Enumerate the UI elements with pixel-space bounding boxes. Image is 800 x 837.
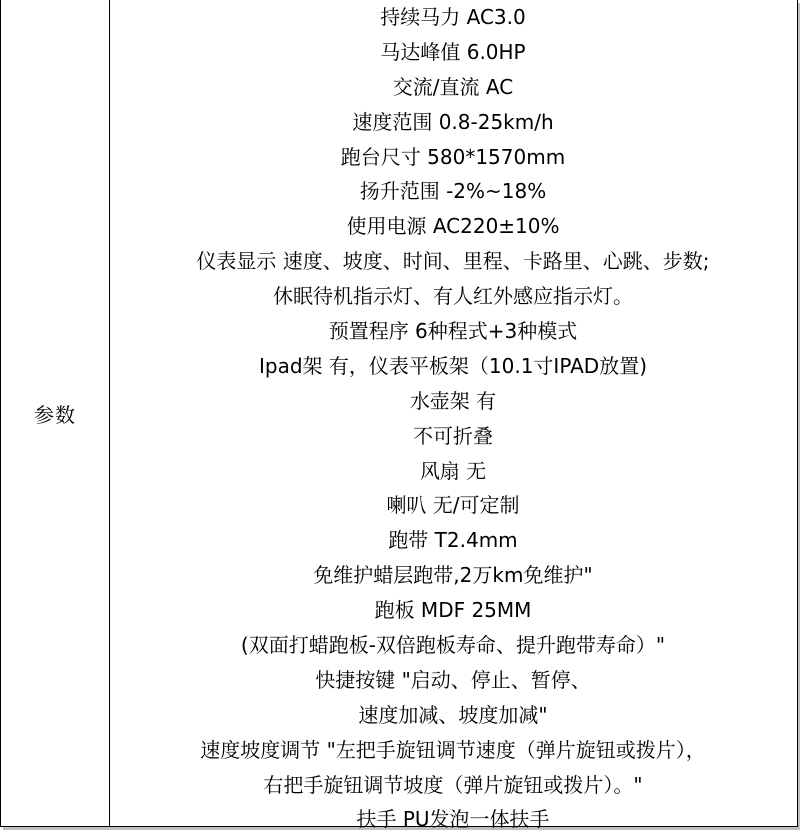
spec-lines (110, 0, 796, 837)
spec-line: 喇叭 无/可定制 (386, 493, 520, 518)
spec-line: 不可折叠 (413, 423, 493, 448)
spec-line: 速度范围 0.8-25km/h (352, 109, 554, 134)
spec-line: 使用电源 AC220±10% (346, 214, 560, 239)
spec-line: 水壶架 有 (409, 388, 497, 413)
spec-line: 预置程序 6种程式+3种模式 (328, 319, 578, 344)
label-cell (1, 0, 109, 826)
spec-line: 扬升范围 -2%~18% (359, 179, 547, 204)
spec-line: 仪表显示 速度、坡度、时间、里程、卡路里、心跳、步数; (196, 249, 710, 274)
spec-line: 快捷按键 "启动、停止、暂停、 (315, 667, 591, 692)
spec-line: 跑板 MDF 25MM (374, 598, 532, 623)
spec-line: 免维护蜡层跑带,2万km免维护" (313, 563, 593, 588)
row-label: 参数 (34, 402, 76, 427)
spec-line: 持续马力 AC3.0 (380, 5, 526, 29)
spec-line: 跑带 T2.4mm (388, 528, 518, 553)
spec-line: 右把手旋钮调节坡度（弹片旋钮或拨片）。" (263, 772, 643, 797)
spec-line: 扶手 PU发泡一体扶手 (356, 807, 550, 832)
value-cell (110, 0, 796, 832)
spec-line: 速度坡度调节 "左把手旋钮调节速度（弹片旋钮或拨片）， (200, 737, 706, 762)
spec-line: 风扇 无 (419, 458, 487, 483)
spec-line: 交流/直流 AC (392, 74, 514, 99)
spec-line: (双面打蜡跑板-双倍跑板寿命、提升跑带寿命）" (240, 633, 666, 658)
spec-line: 速度加减、坡度加减" (358, 702, 548, 727)
spec-line: 马达峰值 6.0HP (380, 39, 526, 64)
spec-line: 跑台尺寸 580*1570mm (340, 144, 566, 169)
spec-line: 休眠待机指示灯、有人红外感应指示灯。 (273, 284, 633, 309)
spec-line: Ipad架 有，仪表平板架（10.1寸IPAD放置) (259, 353, 647, 378)
